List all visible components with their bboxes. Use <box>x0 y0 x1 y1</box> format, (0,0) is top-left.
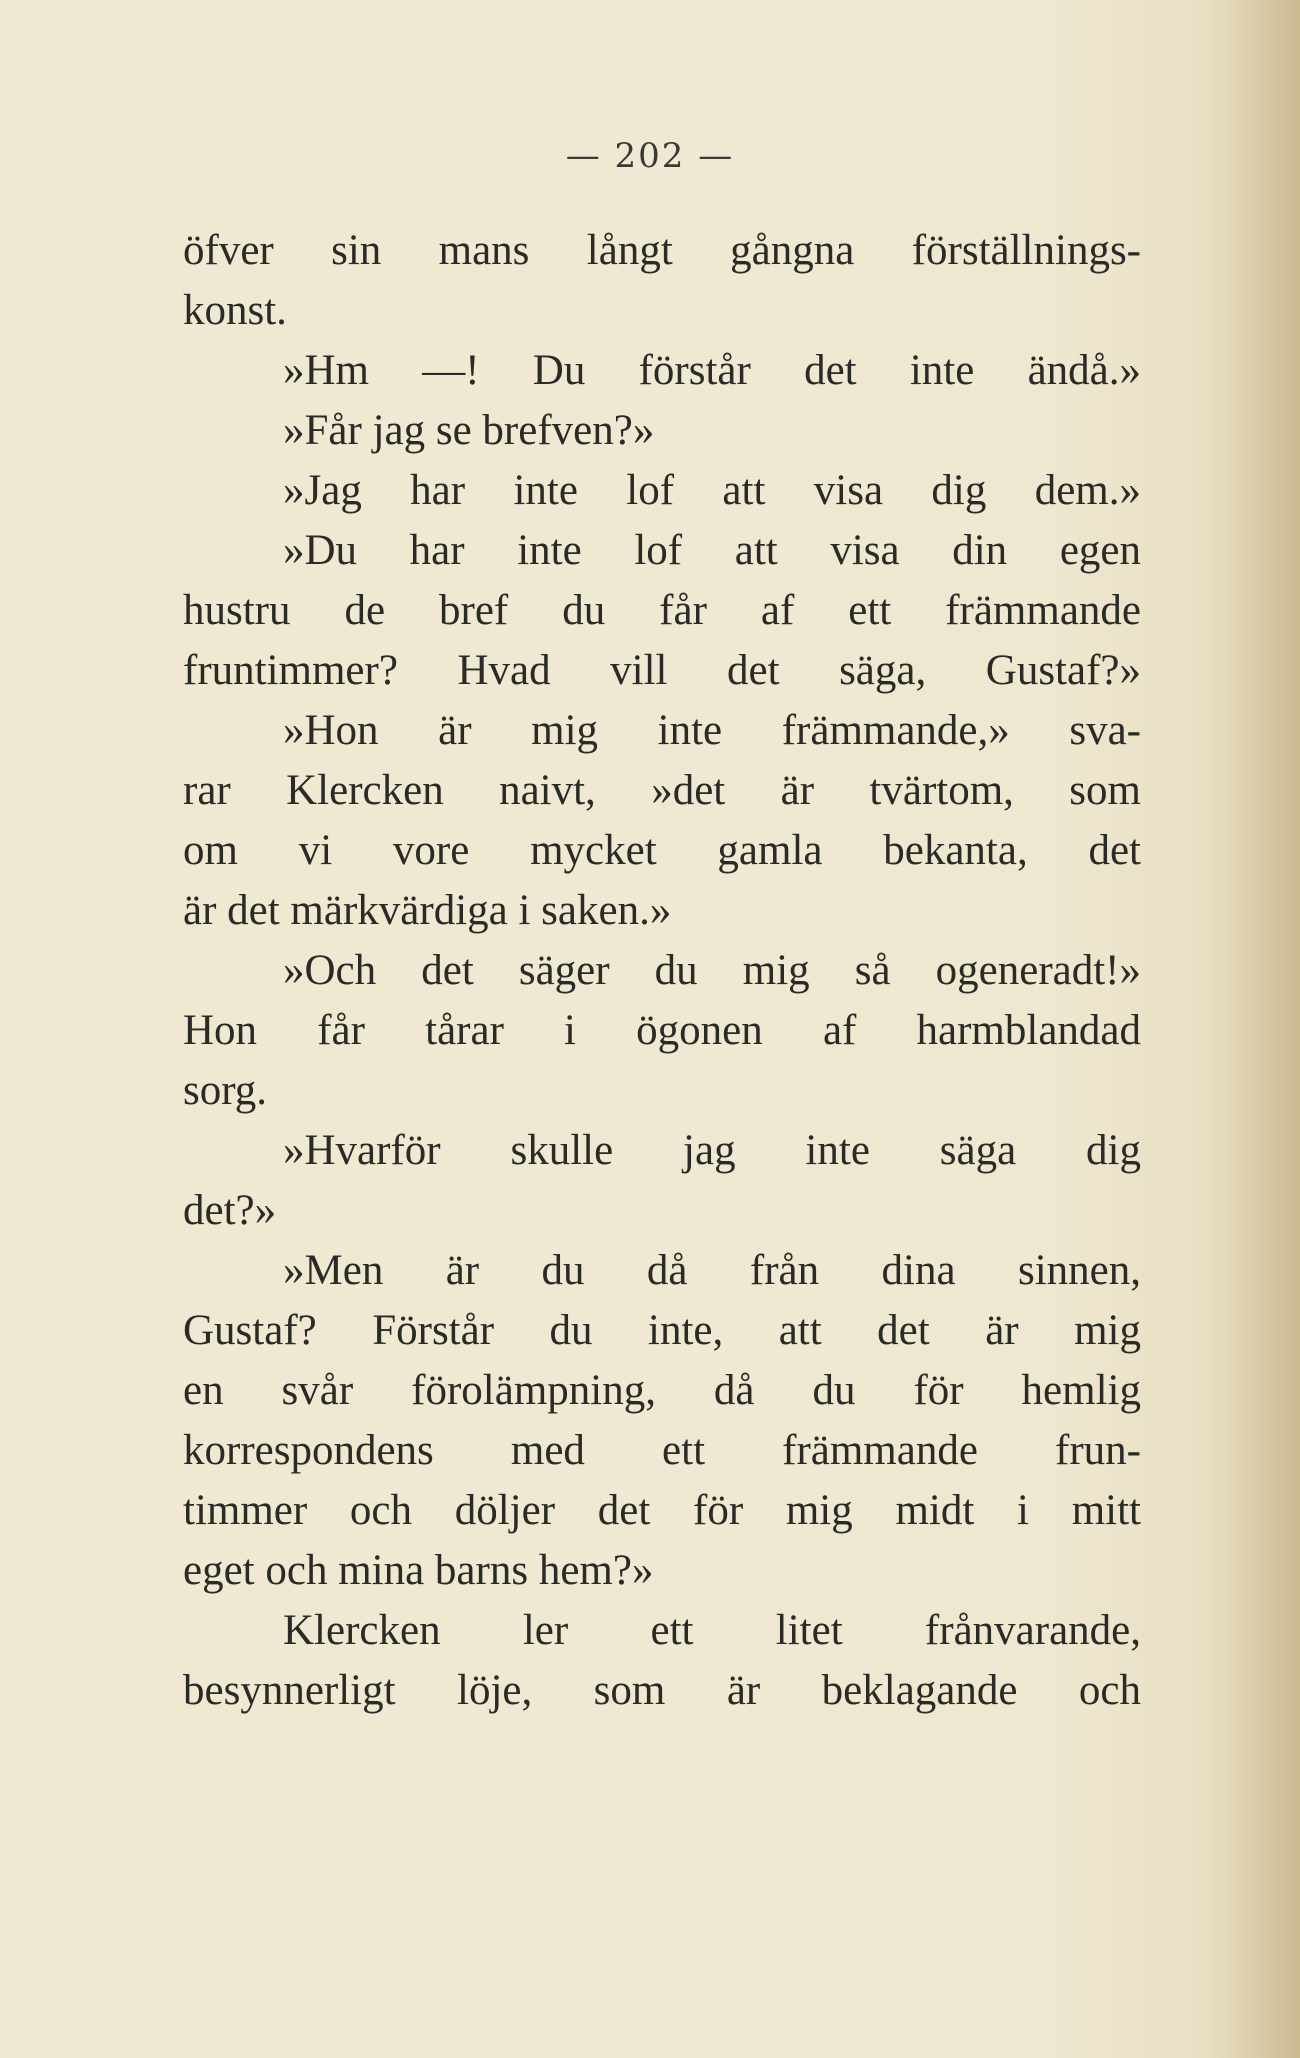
text-line: öfver sin mans långt gångna förställnings- <box>183 227 1141 274</box>
text-line: konst. <box>183 287 287 334</box>
text-line: »Hm —! Du förstår det inte ändå.» <box>283 347 1141 394</box>
text-line: »Och det säger du mig så ogeneradt!» <box>283 947 1141 994</box>
text-line: fruntimmer? Hvad vill det säga, Gustaf?» <box>183 647 1141 694</box>
text-line: rar Klercken naivt, »det är tvärtom, som <box>183 767 1141 814</box>
text-line: »Men är du då från dina sinnen, <box>283 1247 1141 1294</box>
text-line: eget och mina barns hem?» <box>183 1547 654 1594</box>
text-line: hustru de bref du får af ett främmande <box>183 587 1141 634</box>
text-line: sorg. <box>183 1067 268 1114</box>
text-line: om vi vore mycket gamla bekanta, det <box>183 827 1141 874</box>
body-text <box>183 221 1141 1721</box>
text-line: Klercken ler ett litet frånvarande, <box>283 1607 1141 1654</box>
text-line: korrespondens med ett främmande frun- <box>183 1427 1141 1474</box>
text-line: besynnerligt löje, som är beklagande och <box>183 1667 1141 1714</box>
text-line: en svår förolämpning, då du för hemlig <box>183 1367 1141 1414</box>
text-line: »Du har inte lof att visa din egen <box>283 527 1141 574</box>
page-number: — 202 — <box>565 136 735 176</box>
text-line: Gustaf? Förstår du inte, att det är mig <box>183 1307 1141 1354</box>
text-line: det?» <box>183 1187 277 1234</box>
text-line: »Får jag se brefven?» <box>283 407 655 454</box>
text-line: »Hvarför skulle jag inte säga dig <box>283 1127 1141 1174</box>
text-line: är det märkvärdiga i saken.» <box>183 887 672 934</box>
text-line: »Jag har inte lof att visa dig dem.» <box>283 467 1141 514</box>
text-line: Hon får tårar i ögonen af harmblandad <box>183 1007 1141 1054</box>
text-line: timmer och döljer det för mig midt i mitt <box>183 1487 1141 1534</box>
text-line: »Hon är mig inte främmande,» sva- <box>283 707 1141 754</box>
